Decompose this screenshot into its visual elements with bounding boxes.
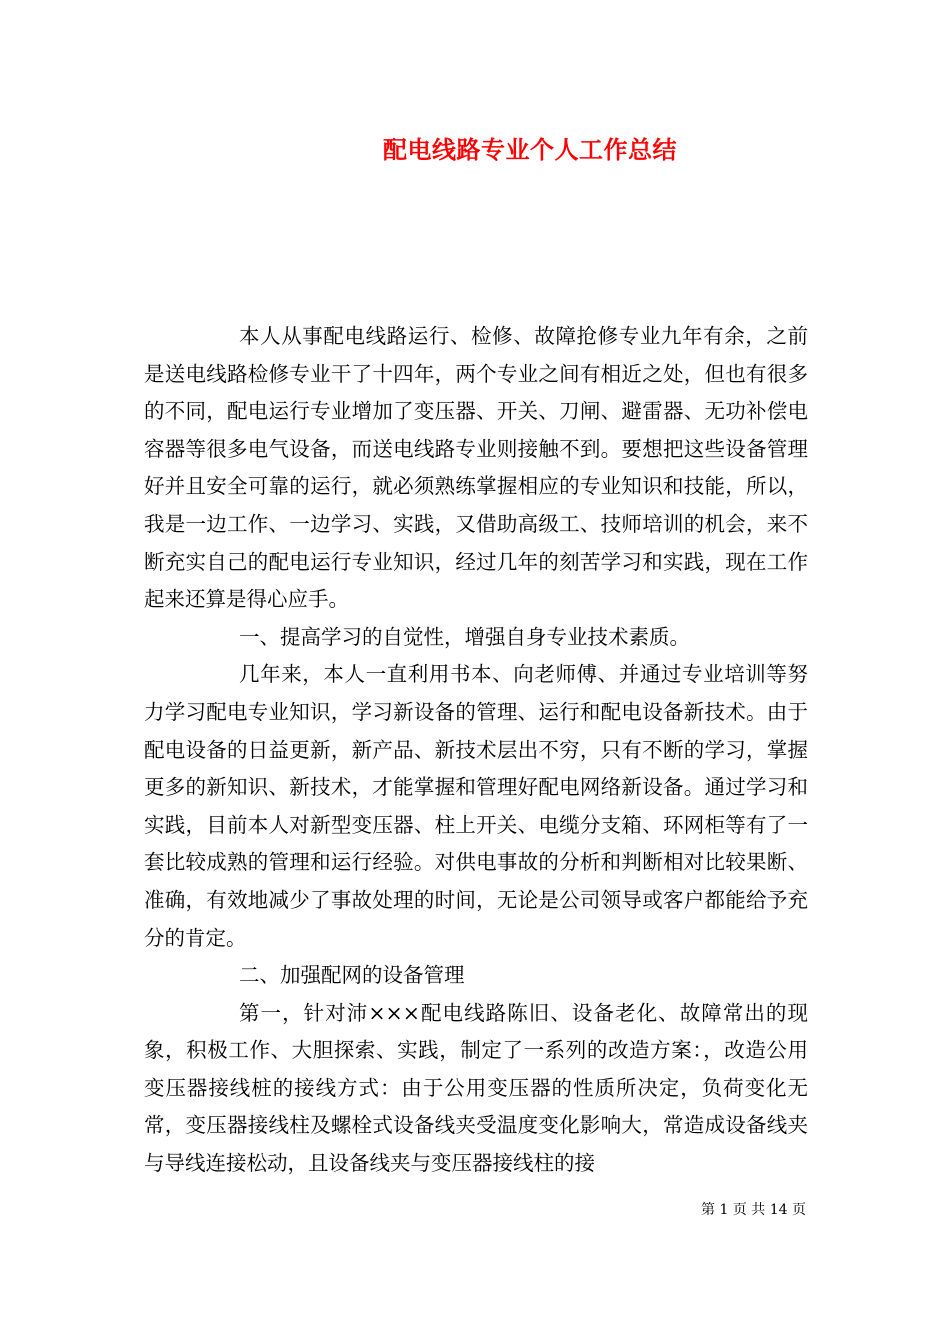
page-number-footer: 第 1 页 共 14 页	[701, 1202, 806, 1218]
paragraph-section-1: 几年来，本人一直利用书本、向老师傅、并通过专业培训等努力学习配电专业知识，学习新设备的管理、运行和配电设备新技术。由于配电设备的日益更新，新产品、新技术层出不穷，只有不断的学习，掌握更多的新知识、新技术，才能掌握和管理好配电网络新设备。通过学习和实践，目前本人对新型变压器、柱上开关、电缆分支箱、环网柜等有了一套比较成熟的管理和运行经验。对供电事故的分析和判断相对比较果断、准确，有效地减少了事故处理的时间，无论是公司领导或客户都能给予充分的肯定。	[144, 662, 808, 950]
section-heading-2: 二、加强配网的设备管理	[239, 963, 465, 988]
section-heading-1: 一、提高学习的自觉性，增强自身专业技术素质。	[239, 624, 690, 649]
document-body	[144, 318, 808, 1183]
paragraph-intro: 本人从事配电线路运行、检修、故障抢修专业九年有余，之前是送电线路检修专业干了十四年，两个专业之间有相近之处，但也有很多的不同，配电运行专业增加了变压器、开关、刀闸、避雷器、无功补偿电容器等很多电气设备，而送电线路专业则接触不到。要想把这些设备管理好并且安全可靠的运行，就必须熟练掌握相应的专业知识和技能，所以，我是一边工作、一边学习、实践，又借助高级工、技师培训的机会，来不断充实自己的配电运行专业知识，经过几年的刻苦学习和实践，现在工作起来还算是得心应手。	[144, 324, 808, 612]
document-title: 配电线路专业个人工作总结	[383, 135, 677, 164]
paragraph-section-2: 第一，针对沛×××配电线路陈旧、设备老化、故障常出的现象，积极工作、大胆探索、实践，制定了一系列的改造方案：，改造公用变压器接线桩的接线方式：由于公用变压器的性质所决定，负荷变化无常，变压器接线柱及螺栓式设备线夹受温度变化影响大，常造成设备线夹与导线连接松动，且设备线夹与变压器接线柱的接	[144, 1000, 808, 1176]
